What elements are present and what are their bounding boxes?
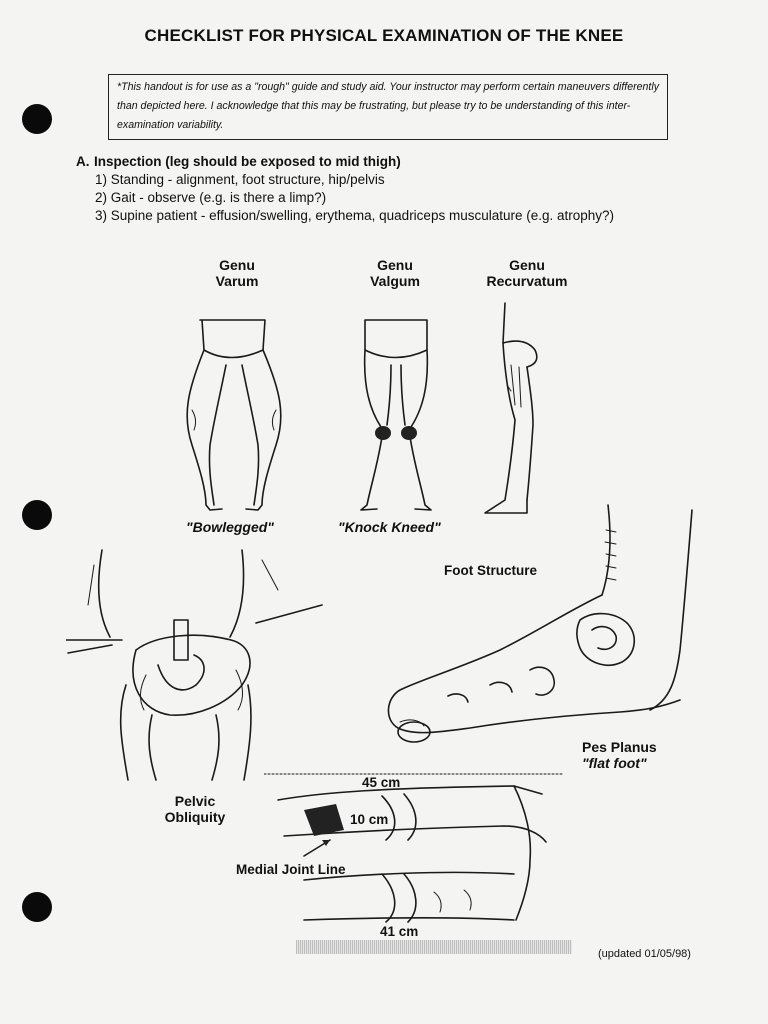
label-line: Genu — [219, 257, 255, 273]
page-title: CHECKLIST FOR PHYSICAL EXAMINATION OF THE KNEE — [144, 26, 624, 45]
label-line: Pes Planus — [582, 739, 657, 755]
bowlegged-caption: "Bowlegged" — [186, 519, 274, 535]
section-a-title: Inspection (leg should be exposed to mid thigh) — [94, 154, 401, 169]
updated-date: (updated 01/05/98) — [598, 948, 691, 960]
foot-structure-illustration — [380, 500, 705, 745]
genu-varum-label — [192, 257, 282, 289]
label-line: "flat foot" — [582, 755, 647, 771]
pelvic-obliquity-label — [150, 793, 240, 825]
genu-recurvatum-label — [472, 257, 582, 289]
label-line: Recurvatum — [486, 273, 568, 289]
label-line: Pelvic — [174, 793, 216, 809]
inspection-item: 1) Standing - alignment, foot structure, hip/pelvis — [95, 172, 385, 187]
measurement-41cm: 41 cm — [380, 924, 419, 939]
foot-structure-label: Foot Structure — [444, 563, 537, 578]
genu-varum-illustration — [187, 320, 281, 510]
genu-valgum-illustration — [361, 320, 431, 510]
binder-hole-3 — [22, 892, 52, 922]
knock-kneed-caption: "Knock Kneed" — [338, 519, 441, 535]
section-a-letter: A. — [76, 154, 90, 169]
stippled-band — [296, 940, 572, 954]
label-line: Valgum — [370, 273, 420, 289]
section-a-heading — [76, 154, 401, 169]
binder-hole-2 — [22, 500, 52, 530]
disclaimer-box: *This handout is for use as a "rough" guide and study aid. Your instructor may perform certain maneuvers differently than depicted here. I acknowledge that this may be frustrating, but please try to be understanding of this inter-examination variability. — [108, 74, 668, 140]
binder-hole-1 — [22, 104, 52, 134]
genu-valgum-label — [350, 257, 440, 289]
label-line: Genu — [509, 257, 545, 273]
label-line: Genu — [377, 257, 413, 273]
pelvic-obliquity-illustration — [66, 545, 328, 785]
inspection-item: 2) Gait - observe (e.g. is there a limp?) — [95, 190, 327, 205]
leg-alignment-illustrations — [170, 295, 590, 520]
medial-joint-line-label: Medial Joint Line — [236, 862, 346, 877]
measurement-10cm: 10 cm — [350, 812, 389, 827]
label-line: Varum — [215, 273, 259, 289]
thigh-girth-measurement-illustration — [264, 770, 584, 945]
measurement-45cm: 45 cm — [362, 775, 401, 790]
inspection-item: 3) Supine patient - effusion/swelling, erythema, quadriceps musculature (e.g. atrophy?) — [95, 208, 615, 223]
pes-planus-label — [582, 739, 678, 771]
label-line: Obliquity — [164, 809, 226, 825]
genu-recurvatum-illustration — [485, 303, 537, 513]
